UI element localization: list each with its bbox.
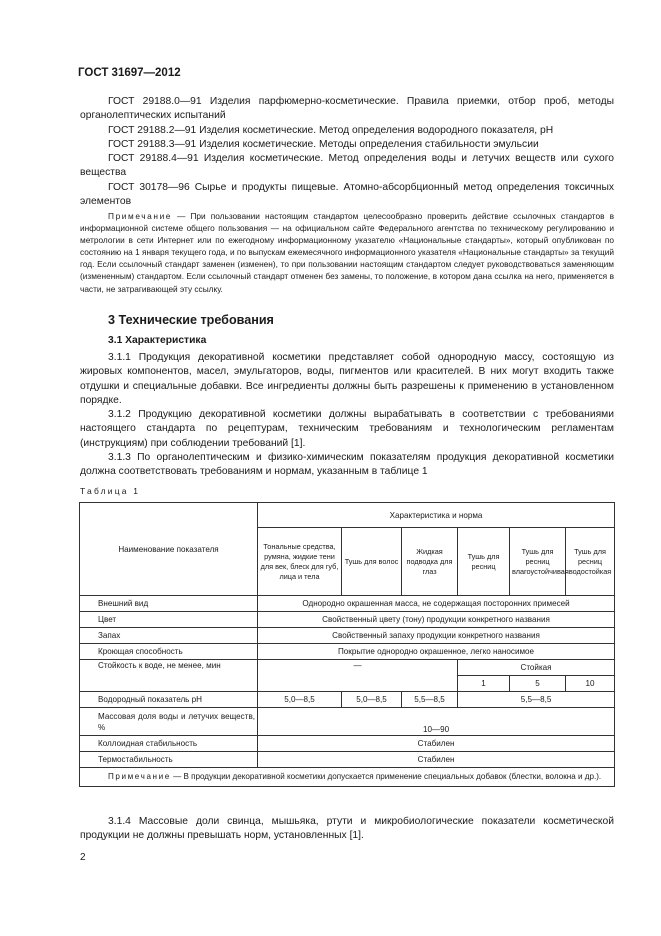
- reference-item: ГОСТ 29188.3—91 Изделия косметические. Методы определения стабильности эмульсии: [108, 138, 539, 150]
- table-row: [80, 596, 615, 612]
- col-header: Тушь для волос: [342, 528, 402, 596]
- note-text: — В продукции декоративной косметики допускается применение специальных добавок (блестки, волокна и др.).: [173, 772, 602, 781]
- row-label: Стойкость к воде, не менее, мин: [80, 660, 258, 692]
- table-note-row: [80, 768, 615, 787]
- note-text: — При пользовании настоящим стандартом целесообразно проверить действие ссылочных стандартов в информационной системе общего пользования — на официальном сайте Федерального агентства по техническому регулированию и метрологии в сети Интернет или по ежегодному информационному указателю «Национальные стандарты», который опубликован по состоянию на 1 января текущего года, и по выпускам ежемесячного информационного указателя «Национальные стандарты» за текущий год. Если ссылочный стандарт заменен (изменен), то при пользовании настоящим стандартом следует руководствоваться заменяющим (измененным) стандартом. Если ссылочный стандарт отменен без замены, то положение, в котором дана ссылка на него, применяется в части, не затрагивающей эту ссылку.: [80, 211, 614, 294]
- row-value: Однородно окрашенная масса, не содержащая посторонних примесей: [258, 596, 615, 612]
- references-list: [80, 95, 614, 209]
- row-label: Цвет: [80, 612, 258, 628]
- row-value: 5: [510, 676, 566, 692]
- paragraph: 3.1.1 Продукция декоративной косметики представляет собой однородную массу, состоящую из жировых компонентов, масел, эмульгаторов, воды, пигментов или красителей. В них могут входить также отдушки и специальные добавки. Все ингредиенты должны быть разрешены к применению в установленном порядке.: [80, 352, 614, 406]
- row-value: —: [258, 660, 458, 692]
- row-label: Термостабильность: [80, 752, 258, 768]
- requirements-table: [79, 502, 615, 787]
- references-note: [80, 210, 614, 295]
- table-row: [80, 660, 615, 676]
- paragraph-3-1-4: [80, 815, 614, 844]
- col-header-group: Характеристика и норма: [258, 503, 615, 528]
- paragraph: 3.1.4 Массовые доли свинца, мышьяка, ртути и микробиологические показатели косметической продукции не должны превышать норм, установленных [1].: [80, 816, 614, 842]
- row-value: 5,0—8,5: [258, 692, 342, 708]
- row-label: Водородный показатель pH: [80, 692, 258, 708]
- table-header-row: [80, 503, 615, 528]
- table-caption: Таблица 1: [80, 486, 141, 496]
- row-label: Кроющая способность: [80, 644, 258, 660]
- row-value: 1: [458, 676, 510, 692]
- row-value: 5,0—8,5: [342, 692, 402, 708]
- col-header: Жидкая подводка для глаз: [402, 528, 458, 596]
- table-row: [80, 612, 615, 628]
- row-value: 10—90: [258, 708, 615, 736]
- reference-item: ГОСТ 30178—96 Сырье и продукты пищевые. Атомно-абсорбционный метод определения токсичных элементов: [80, 181, 614, 208]
- table-row: [80, 736, 615, 752]
- table-row: [80, 708, 615, 736]
- note-label: Примечание: [108, 772, 171, 781]
- col-header: Тушь для ресниц водостойкая: [566, 528, 615, 596]
- row-value: 5,5—8,5: [458, 692, 615, 708]
- page-number: 2: [80, 852, 86, 863]
- reference-item: ГОСТ 29188.2—91 Изделия косметические. Метод определения водородного показателя, pH: [108, 124, 554, 136]
- row-value: Свойственный запаху продукции конкретного названия: [258, 628, 615, 644]
- table-row: [80, 752, 615, 768]
- row-label: Массовая доля воды и летучих веществ, %: [80, 708, 258, 736]
- paragraph: 3.1.3 По органолептическим и физико-химическим показателям продукция декоративной косметики должна соответствовать требованиям и нормам, указанным в таблице 1: [80, 452, 614, 478]
- col-header: Тушь для ресниц: [458, 528, 510, 596]
- note-label: Примечание: [108, 211, 173, 221]
- row-value: Стабилен: [258, 736, 615, 752]
- reference-item: ГОСТ 29188.0—91 Изделия парфюмерно-косметические. Правила приемки, отбор проб, методы органолептических испытаний: [80, 96, 614, 122]
- row-value: Стабилен: [258, 752, 615, 768]
- row-value: 5,5—8,5: [402, 692, 458, 708]
- col-header-name: Наименование показателя: [80, 503, 258, 596]
- row-value: Стойкая: [458, 660, 615, 676]
- table-row: [80, 692, 615, 708]
- table-row: [80, 644, 615, 660]
- row-label: Коллоидная стабильность: [80, 736, 258, 752]
- page-header: ГОСТ 31697—2012: [78, 67, 181, 79]
- section-paragraphs: [80, 351, 614, 480]
- subsection-title: 3.1 Характеристика: [108, 335, 207, 346]
- row-value: Свойственный цвету (тону) продукции конкретного названия: [258, 612, 615, 628]
- row-label: Запах: [80, 628, 258, 644]
- table-note: [80, 768, 615, 787]
- paragraph: 3.1.2 Продукцию декоративной косметики должны вырабатывать в соответствии с требованиями настоящего стандарта по рецептурам, техническим требованиям и технологическим регламентам (инструкциям) при соблюдении требований [1].: [80, 409, 614, 449]
- row-value: Покрытие однородно окрашенное, легко наносимое: [258, 644, 615, 660]
- section-title: 3 Технические требования: [108, 313, 274, 327]
- col-header: Тушь для ресниц влагоустойчивая: [510, 528, 566, 596]
- row-value: 10: [566, 676, 615, 692]
- table-row: [80, 628, 615, 644]
- col-header: Тональные средства, румяна, жидкие тени для век, блеск для губ, лица и тела: [258, 528, 342, 596]
- reference-item: ГОСТ 29188.4—91 Изделия косметические. Метод определения воды и летучих веществ или сухого вещества: [80, 153, 614, 179]
- row-label: Внешний вид: [80, 596, 258, 612]
